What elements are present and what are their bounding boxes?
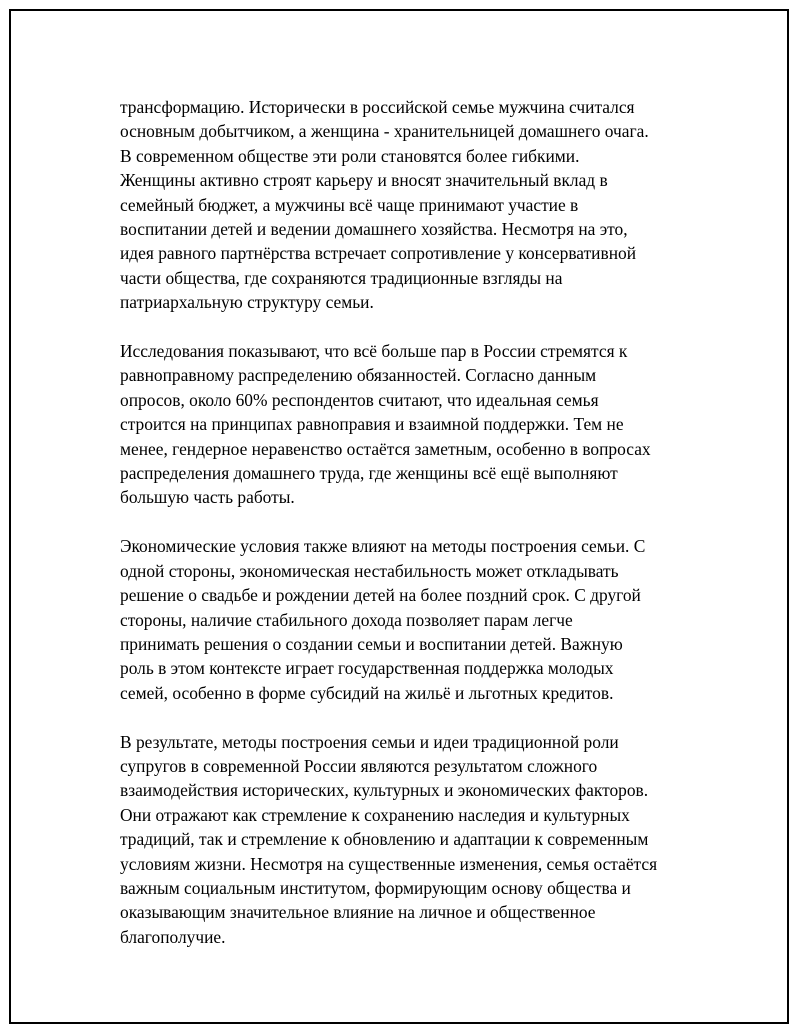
text-line: воспитании детей и ведении домашнего хозяйства. Несмотря на это, (120, 219, 628, 240)
text-line: Исследования показывают, что всё больше пар в России стремятся к (120, 341, 628, 362)
text-line: решение о свадьбе и рождении детей на более поздний срок. С другой (120, 585, 641, 606)
text-line: Они отражают как стремление к сохранению наследия и культурных (120, 804, 630, 825)
text-line: благополучие. (120, 926, 226, 947)
text-line: условиям жизни. Несмотря на существенные изменения, семья остаётся (120, 853, 658, 874)
text-line: супругов в современной России являются результатом сложного (120, 755, 598, 776)
text-line: семейный бюджет, а мужчины всё чаще принимают участие в (120, 194, 579, 215)
text-line: взаимодействия исторических, культурных и экономических факторов. (120, 780, 649, 801)
text-line: семей, особенно в форме субсидий на жильё и льготных кредитов. (120, 682, 614, 703)
text-line: оказывающим значительное влияние на личное и общественное (120, 902, 596, 923)
text-line: части общества, где сохраняются традиционные взгляды на (120, 267, 563, 288)
paragraph-1 (120, 95, 720, 315)
text-line: В результате, методы построения семьи и идеи традиционной роли (120, 731, 619, 752)
paragraph-3 (120, 534, 720, 705)
text-line: Экономические условия также влияют на методы построения семьи. С (120, 536, 646, 557)
text-line: идея равного партнёрства встречает сопротивление у консервативной (120, 243, 637, 264)
text-line: менее, гендерное неравенство остаётся заметным, особенно в вопросах (120, 438, 651, 459)
text-line: одной стороны, экономическая нестабильность может откладывать (120, 560, 619, 581)
text-line: большую часть работы. (120, 487, 295, 508)
text-line: традиций, так и стремление к обновлению и адаптации к современным (120, 829, 649, 850)
document-body (120, 95, 720, 974)
text-line: равноправному распределению обязанностей. Согласно данным (120, 365, 597, 386)
text-line: стороны, наличие стабильного дохода позволяет парам легче (120, 609, 573, 630)
text-line: основным добытчиком, а женщина - хранительницей домашнего очага. (120, 121, 649, 142)
text-line: трансформацию. Исторически в российской семье мужчина считался (120, 97, 635, 117)
text-line: важным социальным институтом, формирующим основу общества и (120, 877, 631, 898)
paragraph-2 (120, 339, 720, 510)
text-line: Женщины активно строят карьеру и вносят значительный вклад в (120, 170, 608, 191)
paragraph-4 (120, 730, 720, 950)
text-line: принимать решения о создании семьи и воспитании детей. Важную (120, 633, 623, 654)
text-line: роль в этом контексте играет государственная поддержка молодых (120, 658, 614, 679)
text-line: В современном обществе эти роли становятся более гибкими. (120, 145, 580, 166)
page (9, 9, 789, 1024)
text-line: опросов, около 60% респондентов считают, что идеальная семья (120, 389, 599, 410)
text-line: распределения домашнего труда, где женщины всё ещё выполняют (120, 463, 618, 484)
text-line: патриархальную структуру семьи. (120, 292, 374, 313)
text-line: строится на принципах равноправия и взаимной поддержки. Тем не (120, 414, 624, 435)
